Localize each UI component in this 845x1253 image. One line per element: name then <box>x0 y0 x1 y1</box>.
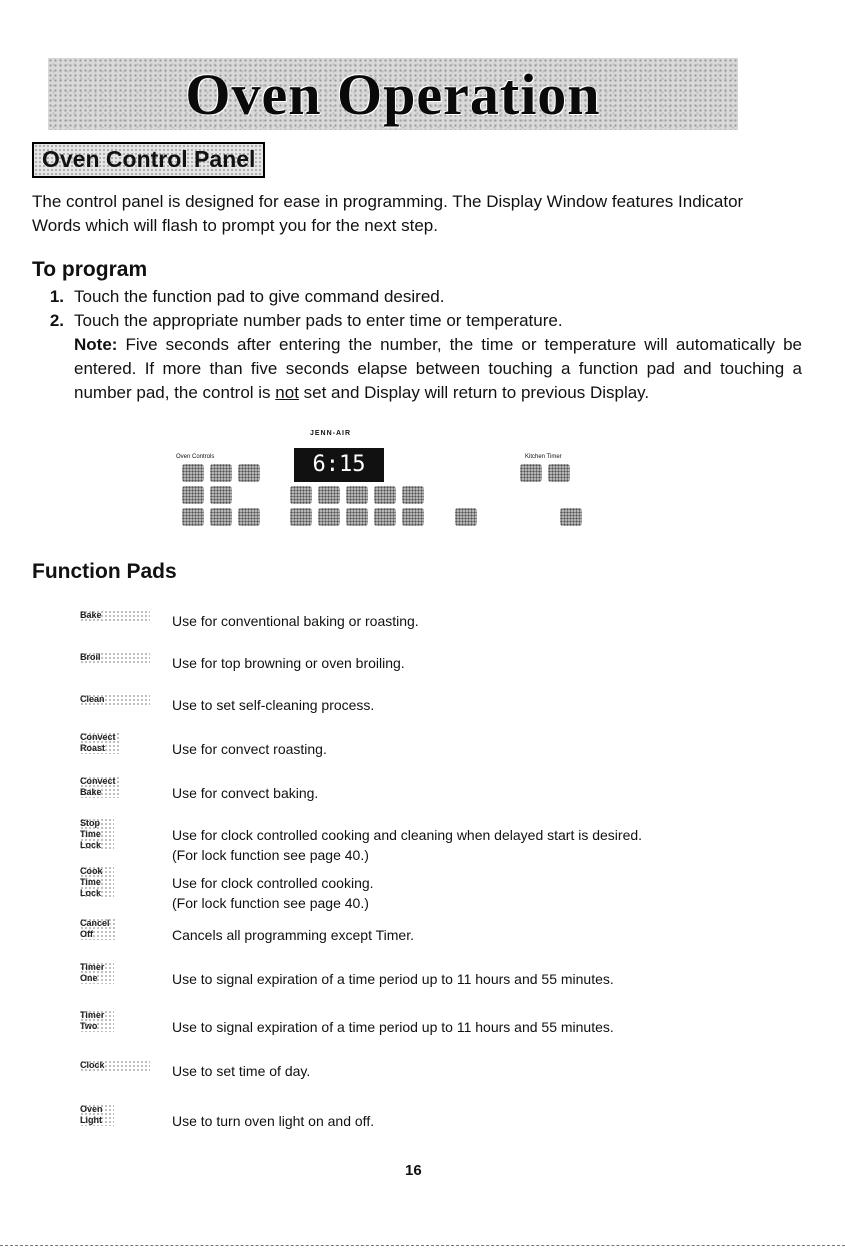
pad-label-clean: Clean <box>80 694 150 705</box>
step-text: Touch the appropriate number pads to enter time or temperature. <box>74 311 563 330</box>
panel-pad <box>210 508 232 526</box>
number-pad <box>290 508 312 526</box>
pad-description: Use for clock controlled cooking and cleaning when delayed start is desired. <box>172 827 643 843</box>
pad-label-bake: Bake <box>80 610 150 621</box>
panel-pad <box>238 508 260 526</box>
panel-pad <box>182 464 204 482</box>
bottom-rule <box>0 1245 845 1246</box>
control-panel-illustration <box>170 430 600 540</box>
panel-pad <box>560 508 582 526</box>
step-item <box>32 309 802 333</box>
pad-description: Use for convect baking. <box>172 785 319 801</box>
number-pad <box>402 486 424 504</box>
pad-label-broil: Broil <box>80 652 150 663</box>
page-number: 16 <box>405 1162 422 1179</box>
pad-label-stop-time: Stop Time Lock <box>80 818 114 851</box>
number-pad <box>374 508 396 526</box>
pad-description: Cancels all programming except Timer. <box>172 927 414 943</box>
panel-pad <box>182 486 204 504</box>
display-window: 6:15 <box>294 448 384 482</box>
pad-label-cancel: Cancel Off <box>80 918 116 940</box>
panel-pad <box>455 508 477 526</box>
pad-description: Use to set time of day. <box>172 1063 311 1079</box>
number-pad <box>346 508 368 526</box>
timer-pad <box>520 464 542 482</box>
note-text-1: Five seconds after entering the number, the time or temperature will automatically be entered. If more than five seconds elapse between touching a function pad and touching a number pad, the control is <box>74 335 802 402</box>
step-number: 1. <box>49 287 64 306</box>
pad-description: Use for clock controlled cooking. <box>172 875 374 891</box>
pad-label-oven-light: Oven Light <box>80 1104 114 1126</box>
number-pad <box>346 486 368 504</box>
pad-description: Use to set self-cleaning process. <box>172 697 375 713</box>
oven-controls-label: Oven Controls <box>176 454 215 460</box>
step-item <box>32 285 802 309</box>
note-text-2: set and Display will return to previous Display. <box>298 383 650 402</box>
pad-label-timer-one: Timer One <box>80 962 114 984</box>
pad-description: Use to signal expiration of a time period up to 11 hours and 55 minutes. <box>172 1019 614 1035</box>
number-pad <box>318 508 340 526</box>
panel-pad <box>210 464 232 482</box>
number-pad <box>374 486 396 504</box>
section-title: Oven Control Panel <box>32 142 265 178</box>
step-text: Touch the function pad to give command desired. <box>74 287 445 306</box>
number-pad <box>318 486 340 504</box>
note-paragraph <box>32 333 802 405</box>
page-banner <box>48 58 738 130</box>
pad-label-clock: Clock <box>80 1060 150 1071</box>
banner-title: Oven Operation <box>185 61 601 127</box>
panel-brand-logo: JENN-AIR <box>310 430 352 437</box>
step-number: 2. <box>49 311 64 330</box>
program-steps <box>32 285 802 405</box>
panel-pad <box>182 508 204 526</box>
panel-pad <box>238 464 260 482</box>
pad-description-note: (For lock function see page 40.) <box>172 847 369 863</box>
number-pad <box>290 486 312 504</box>
pad-label-convect-bake: Convect Bake <box>80 776 120 798</box>
number-pad <box>402 508 424 526</box>
pad-description: Use for conventional baking or roasting. <box>172 613 419 629</box>
to-program-heading: To program <box>32 258 148 281</box>
pad-description: Use to turn oven light on and off. <box>172 1113 375 1129</box>
panel-pad <box>210 486 232 504</box>
pad-description: Use for convect roasting. <box>172 741 327 757</box>
pad-description: Use for top browning or oven broiling. <box>172 655 405 671</box>
pad-description-note: (For lock function see page 40.) <box>172 895 369 911</box>
note-label: Note: <box>74 335 118 354</box>
pad-label-timer-two: Timer Two <box>80 1010 114 1032</box>
intro-paragraph: The control panel is designed for ease in programming. The Display Window features Indicator Words which will flash to prompt you for the next step. <box>32 192 744 235</box>
pad-label-convect-roast: Convect Roast <box>80 732 120 754</box>
note-not: not <box>275 383 299 402</box>
pad-label-cook-time: Cook Time Lock <box>80 866 114 899</box>
timer-pad <box>548 464 570 482</box>
kitchen-timer-label: Kitchen Timer <box>525 454 562 460</box>
pad-description: Use to signal expiration of a time period up to 11 hours and 55 minutes. <box>172 971 614 987</box>
function-pads-heading: Function Pads <box>32 560 177 583</box>
